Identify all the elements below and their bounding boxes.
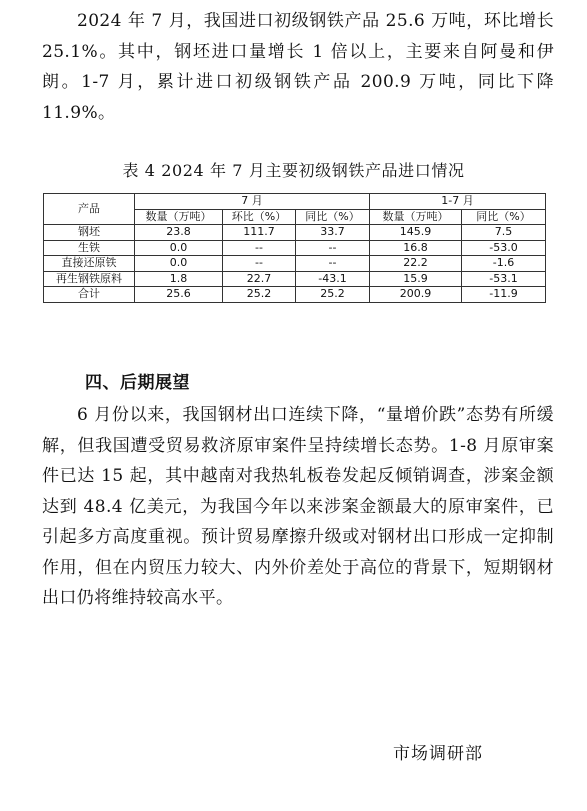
subheader-july-mom: 环比（%） bbox=[223, 209, 296, 225]
cell-janjul-quantity: 22.2 bbox=[370, 256, 462, 272]
row-product: 再生钢铁原料 bbox=[44, 271, 135, 287]
cell-july-yoy: -- bbox=[296, 256, 370, 272]
row-product: 钢坯 bbox=[44, 225, 135, 241]
cell-july-yoy: -- bbox=[296, 240, 370, 256]
cell-july-yoy: 33.7 bbox=[296, 225, 370, 241]
table-caption: 表 4 2024 年 7 月主要初级钢铁产品进口情况 bbox=[122, 161, 465, 180]
row-product: 生铁 bbox=[44, 240, 135, 256]
cell-july-mom: 111.7 bbox=[223, 225, 296, 241]
cell-janjul-yoy: -11.9 bbox=[462, 287, 546, 303]
cell-july-mom: 25.2 bbox=[223, 287, 296, 303]
table-row bbox=[44, 256, 546, 272]
subheader-janjul-yoy: 同比（%） bbox=[462, 209, 546, 225]
cell-july-mom: 22.7 bbox=[223, 271, 296, 287]
header-product: 产品 bbox=[44, 194, 135, 225]
subheader-july-yoy: 同比（%） bbox=[296, 209, 370, 225]
cell-janjul-quantity: 145.9 bbox=[370, 225, 462, 241]
cell-july-quantity: 25.6 bbox=[135, 287, 223, 303]
table-row-total bbox=[44, 287, 546, 303]
row-product: 合计 bbox=[44, 287, 135, 303]
section-heading: 四、后期展望 bbox=[85, 373, 190, 393]
header-jan-jul: 1-7 月 bbox=[370, 194, 546, 210]
cell-janjul-yoy: -53.1 bbox=[462, 271, 546, 287]
table-row bbox=[44, 271, 546, 287]
cell-janjul-quantity: 200.9 bbox=[370, 287, 462, 303]
cell-july-quantity: 0.0 bbox=[135, 240, 223, 256]
cell-july-quantity: 0.0 bbox=[135, 256, 223, 272]
table-row bbox=[44, 225, 546, 241]
cell-janjul-yoy: -53.0 bbox=[462, 240, 546, 256]
table-header-row bbox=[44, 194, 546, 210]
cell-july-quantity: 23.8 bbox=[135, 225, 223, 241]
cell-janjul-yoy: 7.5 bbox=[462, 225, 546, 241]
cell-july-mom: -- bbox=[223, 240, 296, 256]
paragraph-import-summary: 2024 年 7 月，我国进口初级钢铁产品 25.6 万吨，环比增长 25.1%。其中，钢坯进口量增长 1 倍以上，主要来自阿曼和伊朗。1-7 月，累计进口初级钢铁产品 200.9 万吨，同比下降 11.9%。 bbox=[42, 11, 554, 123]
row-product: 直接还原铁 bbox=[44, 256, 135, 272]
paragraph-outlook: 6 月份以来，我国钢材出口连续下降，“量增价跌”态势有所缓解，但我国遭受贸易救济原审案件呈持续增长态势。1-8 月原审案件已达 15 起，其中越南对我热轧板卷发起反倾销调查，涉案金额达到 48.4 亿美元，为我国今年以来涉案金额最大的原审案件，已引起多方高度重视。预计贸易摩擦升级或对钢材出口形成一定抑制作用，但在内贸压力较大、内外价差处于高位的背景下，短期钢材出口仍将维持较高水平。 bbox=[42, 405, 554, 608]
cell-july-yoy: 25.2 bbox=[296, 287, 370, 303]
cell-janjul-quantity: 15.9 bbox=[370, 271, 462, 287]
cell-july-mom: -- bbox=[223, 256, 296, 272]
cell-janjul-quantity: 16.8 bbox=[370, 240, 462, 256]
subheader-july-quantity: 数量（万吨） bbox=[135, 209, 223, 225]
import-table bbox=[43, 193, 546, 303]
cell-july-quantity: 1.8 bbox=[135, 271, 223, 287]
cell-july-yoy: -43.1 bbox=[296, 271, 370, 287]
cell-janjul-yoy: -1.6 bbox=[462, 256, 546, 272]
subheader-janjul-quantity: 数量（万吨） bbox=[370, 209, 462, 225]
table-row bbox=[44, 240, 546, 256]
signature: 市场调研部 bbox=[393, 744, 483, 764]
header-july: 7 月 bbox=[135, 194, 370, 210]
